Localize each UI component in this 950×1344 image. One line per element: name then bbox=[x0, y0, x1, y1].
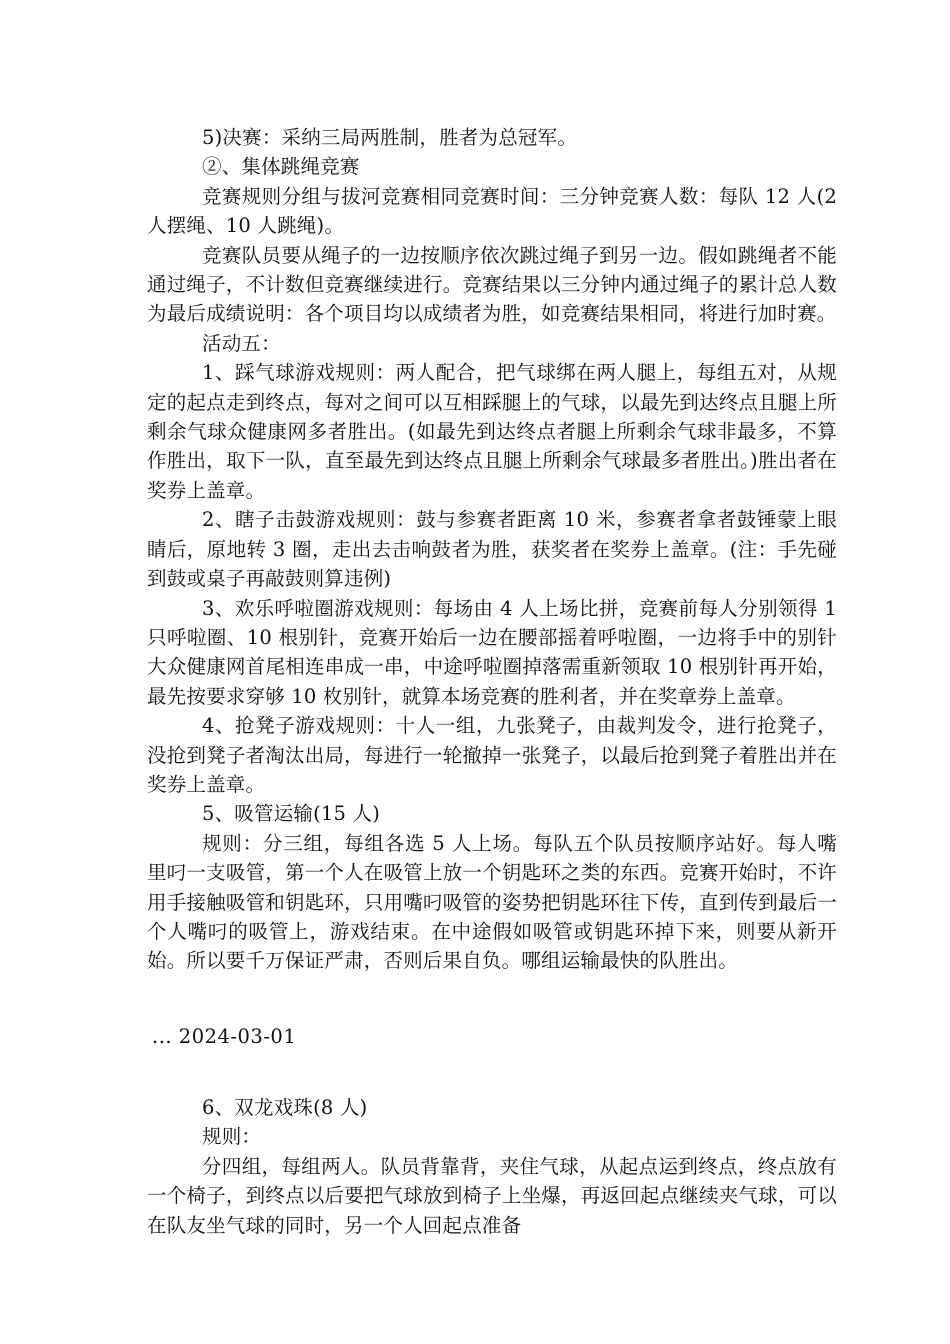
heading-rules: 规则： bbox=[202, 1125, 262, 1149]
paragraph-rope-rules: 竞赛规则分组与拔河竞赛相同竞赛时间：三分钟竞赛人数：每队 12 人(2 人摆绳、10 人跳绳)。 bbox=[147, 184, 837, 238]
heading-activity-five: 活动五： bbox=[202, 331, 281, 355]
paragraph-musical-chairs: 4、抢凳子游戏规则：十人一组，九张凳子，由裁判发令，进行抢凳子，没抢到凳子者淘汰出局，每进行一轮撤掉一张凳子，以最后抢到凳子着胜出并在奖券上盖章。 bbox=[147, 714, 837, 796]
paragraph-rope-procedure: 竞赛队员要从绳子的一边按顺序依次跳过绳子到另一边。假如跳绳者不能通过绳子，不计数但竞赛继续进行。竞赛结果以三分钟内通过绳子的累计总人数为最后成绩说明：各个项目均以成绩者为胜，如竞赛结果相同，将进行加时赛。 bbox=[147, 243, 837, 326]
paragraph-hula-hoop: 3、欢乐呼啦圈游戏规则：每场由 4 人上场比拼，竞赛前每人分别领得 1 只呼啦圈、10 根别针，竞赛开始后一边在腰部摇着呼啦圈，一边将手中的别针大众健康网首尾相连串成一串，中途呼啦圈掉落需重新领取 10 根别针再开始，最先按要求穿够 10 枚别针，就算本场竞赛的胜利者，并在奖章券上盖章。 bbox=[147, 596, 837, 708]
body-text-section-1 bbox=[147, 123, 837, 976]
paragraph-final-match: 5)决赛：采纳三局两胜制，胜者为总冠军。 bbox=[202, 126, 578, 149]
paragraph-straw-relay-rules: 规则：分三组，每组各选 5 人上场。每队五个队员按顺序站好。每人嘴里叼一支吸管，第一个人在吸管上放一个钥匙环之类的东西。竞赛开始时，不许用手接触吸管和钥匙环，只用嘴叼吸管的姿势把钥匙环往下传，直到传到最后一个人嘴叼的吸管上，游戏结束。在中途假如吸管或钥匙环掉下来，则要从新开始。所以要千万保证严肃，否则后果自负。哪组运输最快的队胜出。 bbox=[147, 831, 837, 973]
page-footer-date: ... 2024-03-01 bbox=[152, 1025, 297, 1048]
heading-double-dragon: 6、双龙戏珠(8 人) bbox=[202, 1096, 368, 1119]
heading-group-rope-skipping: ②、集体跳绳竞赛 bbox=[202, 155, 360, 179]
body-text-section-2 bbox=[147, 1093, 837, 1240]
paragraph-balloon-stomp: 1、踩气球游戏规则：两人配合，把气球绑在两人腿上，每组五对，从规定的起点走到终点，每对之间可以互相踩腿上的气球，以最先到达终点且腿上所剩余气球众健康网多者胜出。(如最先到达终点者腿上所剩余气球非最多，不算作胜出，取下一队，直至最先到达终点且腿上所剩余气球最多者胜出。)胜出者在奖券上盖章。 bbox=[147, 361, 837, 502]
paragraph-blind-drum: 2、瞎子击鼓游戏规则：鼓与参赛者距离 10 米，参赛者拿者鼓锤蒙上眼睛后，原地转 3 圈，走出去击响鼓者为胜，获奖者在奖券上盖章。(注：手先碰到鼓或桌子再敲鼓则算违例) bbox=[147, 508, 837, 591]
paragraph-double-dragon-rules: 分四组，每组两人。队员背靠背，夹住气球，从起点运到终点，终点放有一个椅子，到终点以后要把气球放到椅子上坐爆，再返回起点继续夹气球，可以在队友坐气球的同时，另一个人回起点准备 bbox=[147, 1154, 837, 1237]
heading-straw-relay: 5、吸管运输(15 人) bbox=[202, 802, 381, 826]
